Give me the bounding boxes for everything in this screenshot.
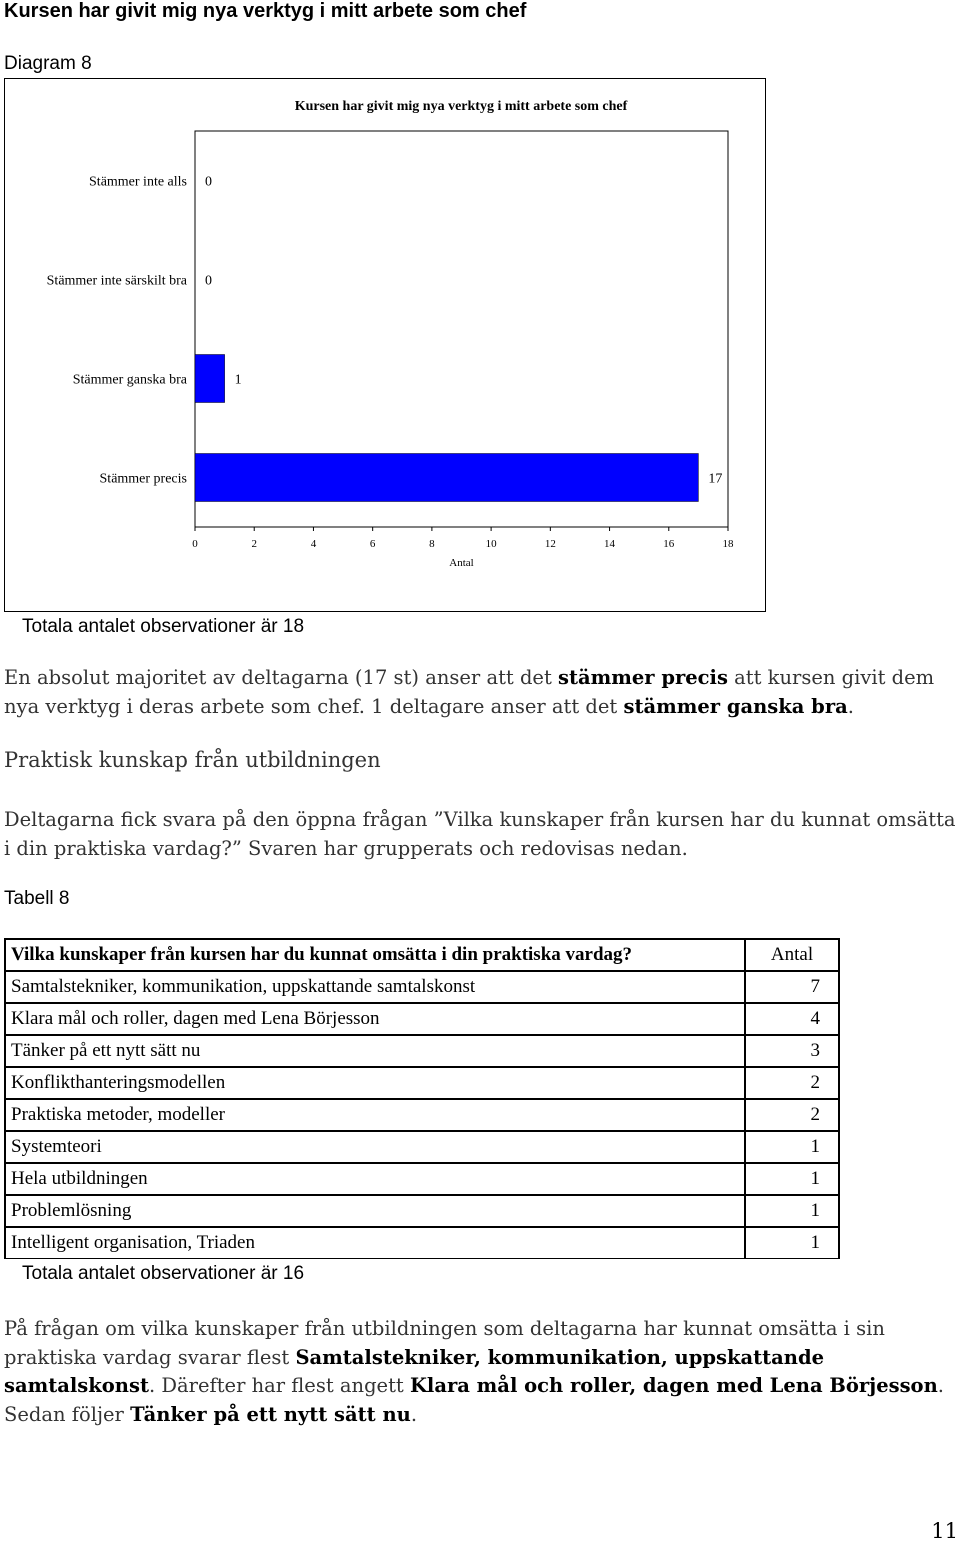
table-row: [5, 1067, 839, 1099]
table-row: [5, 1163, 839, 1195]
paragraph-text: att kursen givit dem nya verktyg i deras arbete som chef. 1 deltagare anser att det: [4, 666, 935, 718]
paragraph-text: På frågan om vilka kunskaper från utbildningen som deltagarna har kunnat omsätta i sin praktiska vardag svarar flest: [4, 1317, 885, 1369]
table-row: [5, 1035, 839, 1067]
x-axis-title: Antal: [449, 557, 474, 569]
paragraph-text: En absolut majoritet av deltagarna (17 st) anser att det: [4, 666, 558, 689]
paragraph-bold: stämmer ganska bra: [623, 694, 848, 718]
table-body: [5, 939, 839, 1259]
bar-chart: [5, 79, 765, 611]
paragraph-bold: Klara mål och roller, dagen med Lena Börjesson: [409, 1374, 938, 1397]
table-cell-count: 1: [745, 1163, 839, 1195]
category-label: Stämmer ganska bra: [72, 372, 187, 388]
x-tick-label: 0: [192, 538, 198, 550]
diagram-label: Diagram 8: [4, 53, 92, 74]
paragraph-text: . Därefter har flest angett: [148, 1374, 410, 1397]
x-tick-label: 16: [663, 538, 675, 550]
table-cell-count: 4: [745, 1003, 839, 1035]
category-label: Stämmer inte alls: [89, 174, 187, 190]
x-tick-label: 6: [369, 538, 376, 550]
table-row: [5, 1195, 839, 1227]
table-header-count: Antal: [745, 939, 839, 971]
paragraph-bold: Samtalstekniker, kommunikation, uppskattande samtalskonst: [4, 1345, 824, 1397]
table-cell-count: 1: [745, 1195, 839, 1227]
paragraph-question: Deltagarna fick svara på den öppna frågan ”Vilka kunskaper från kursen har du kunnat omsätta i din praktiska vardag?” Svaren har grupperats och redovisas nedan.: [4, 808, 956, 860]
paragraph-text: .: [847, 694, 854, 718]
section-heading: Praktisk kunskap från utbildningen: [4, 748, 381, 772]
x-tick-label: 12: [544, 538, 556, 550]
bar: [195, 355, 225, 403]
table-cell-label: Konflikthanteringsmodellen: [5, 1067, 745, 1099]
table-row: [5, 971, 839, 1003]
data-label: 17: [708, 471, 723, 487]
paragraph-majority: [4, 664, 958, 721]
table-cell-label: Tänker på ett nytt sätt nu: [5, 1035, 745, 1067]
data-label: 0: [205, 273, 212, 289]
table-cell-count: 7: [745, 971, 839, 1003]
data-label: 0: [205, 174, 212, 190]
chart-frame: [4, 78, 766, 612]
page-number: 11: [931, 1519, 958, 1543]
x-tick-label: 8: [429, 538, 435, 550]
x-tick-label: 2: [251, 538, 257, 550]
table-header-row: [5, 939, 839, 971]
table-cell-count: 3: [745, 1035, 839, 1067]
table-cell-count: 2: [745, 1099, 839, 1131]
table-row: [5, 1227, 839, 1259]
bar: [195, 454, 698, 502]
paragraph-text: . Sedan följer: [4, 1374, 944, 1426]
table-label: Tabell 8: [4, 888, 70, 909]
x-tick-label: 14: [604, 538, 616, 550]
table-cell-label: Intelligent organisation, Triaden: [5, 1227, 745, 1259]
paragraph-bold: Tänker på ett nytt sätt nu: [130, 1402, 411, 1426]
paragraph-summary: [4, 1315, 960, 1429]
chart-observations-note: Totala antalet observationer är 18: [22, 616, 305, 637]
paragraph-text: .: [410, 1402, 418, 1426]
page-heading: Kursen har givit mig nya verktyg i mitt arbete som chef: [4, 0, 527, 22]
results-table: [4, 938, 840, 1259]
x-tick-label: 10: [485, 538, 497, 550]
table-observations-note: Totala antalet observationer är 16: [22, 1263, 305, 1284]
table-cell-label: Praktiska metoder, modeller: [5, 1099, 745, 1131]
table-cell-count: 1: [745, 1131, 839, 1163]
chart-title: Kursen har givit mig nya verktyg i mitt arbete som chef: [294, 99, 628, 114]
category-label: Stämmer precis: [99, 471, 187, 487]
table-cell-count: 1: [745, 1227, 839, 1259]
x-tick-label: 4: [310, 538, 317, 550]
table-cell-count: 2: [745, 1067, 839, 1099]
table-cell-label: Systemteori: [5, 1131, 745, 1163]
data-label: 1: [234, 372, 242, 388]
table-cell-label: Hela utbildningen: [5, 1163, 745, 1195]
table-row: [5, 1099, 839, 1131]
x-tick-label: 18: [722, 538, 734, 550]
paragraph-bold: stämmer precis: [558, 666, 728, 689]
table-header-question: Vilka kunskaper från kursen har du kunnat omsätta i din praktiska vardag?: [5, 939, 745, 971]
table-row: [5, 1131, 839, 1163]
category-label: Stämmer inte särskilt bra: [46, 273, 187, 289]
table-cell-label: Samtalstekniker, kommunikation, uppskattande samtalskonst: [5, 971, 745, 1003]
table-row: [5, 1003, 839, 1035]
table-cell-label: Problemlösning: [5, 1195, 745, 1227]
table-cell-label: Klara mål och roller, dagen med Lena Börjesson: [5, 1003, 745, 1035]
